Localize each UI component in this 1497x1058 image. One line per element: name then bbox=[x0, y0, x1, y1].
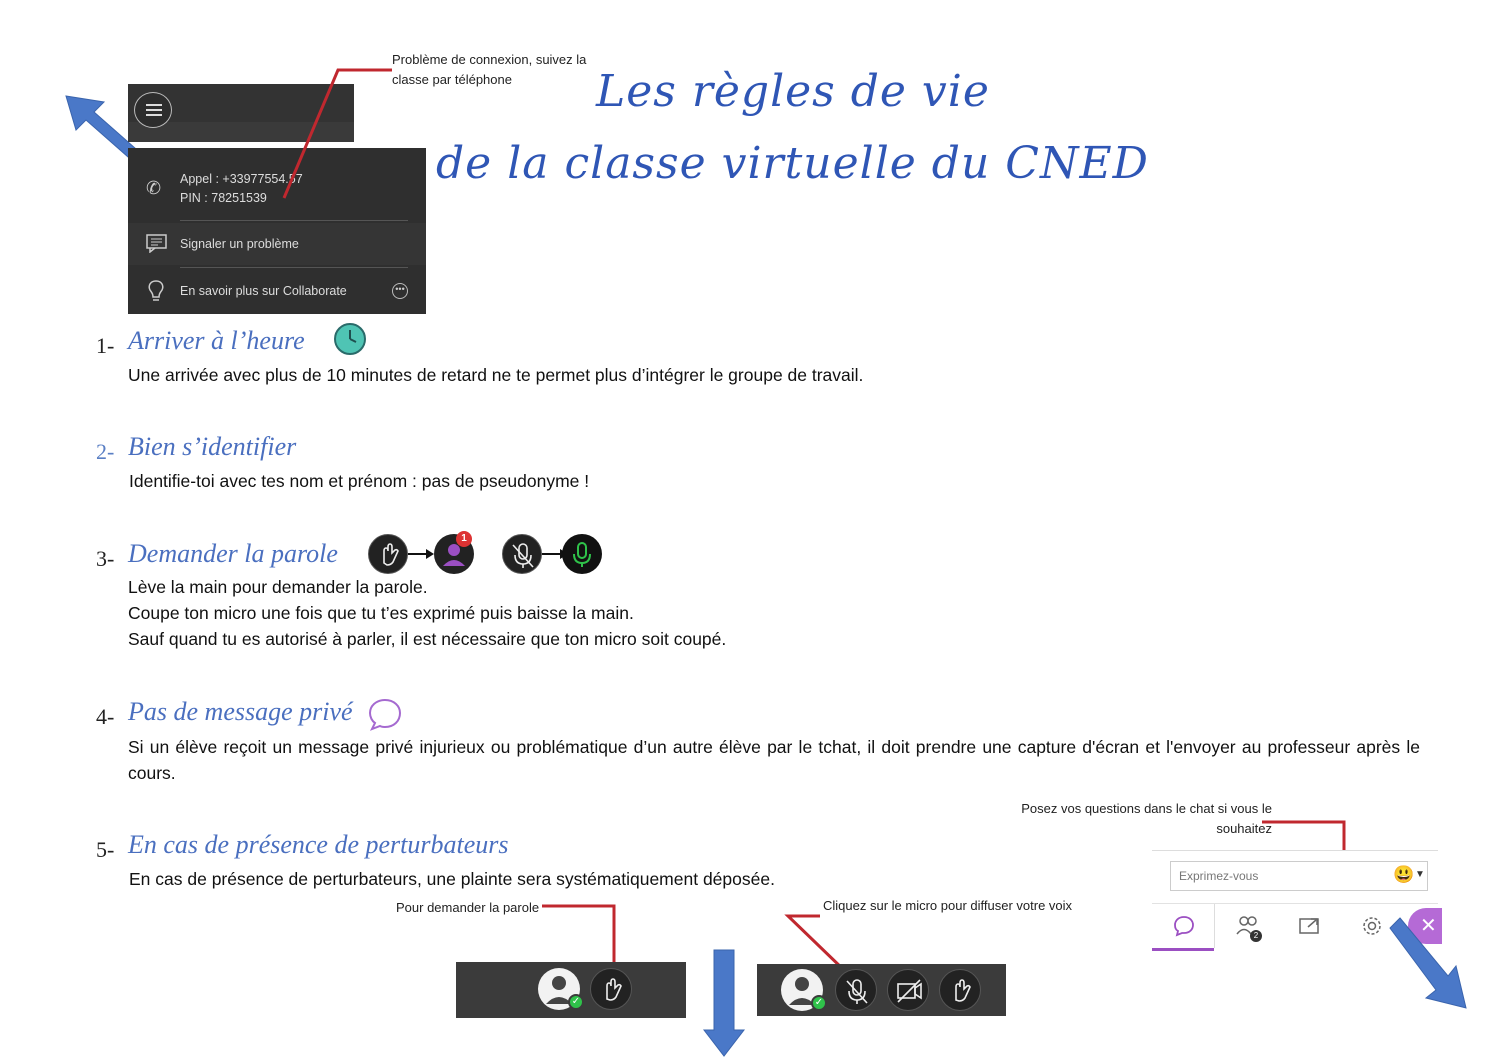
annotation-connector bbox=[270, 60, 400, 210]
camera-toggle-button[interactable] bbox=[887, 969, 929, 1011]
section-number: 2- bbox=[96, 439, 115, 464]
toolbar-left bbox=[456, 962, 686, 1018]
section-title: Arriver à l’heure bbox=[128, 326, 305, 355]
chat-placeholder: Exprimez-vous bbox=[1179, 869, 1259, 883]
speak-icons bbox=[368, 534, 608, 576]
chat-icon bbox=[1172, 914, 1196, 938]
section-title: Bien s’identifier bbox=[128, 432, 297, 461]
menu-divider bbox=[180, 267, 408, 268]
section-number: 5- bbox=[96, 837, 115, 862]
section-title: En cas de présence de perturbateurs bbox=[128, 830, 509, 859]
arrow-down-icon bbox=[702, 948, 746, 1058]
toolbar-right bbox=[757, 964, 1006, 1016]
annotation-mic: Cliquez sur le micro pour diffuser votre voix bbox=[823, 898, 1073, 913]
more-icon[interactable]: ••• bbox=[392, 283, 408, 299]
section-title: Demander la parole bbox=[128, 539, 338, 568]
menu-item-report[interactable] bbox=[128, 223, 426, 265]
raise-hand-icon bbox=[368, 534, 408, 574]
raise-hand-button[interactable] bbox=[590, 968, 632, 1010]
arrow-right-icon bbox=[408, 548, 434, 560]
section-text: Identifie-toi avec tes nom et prénom : pas de pseudonyme ! bbox=[129, 471, 590, 491]
tab-chat[interactable] bbox=[1152, 904, 1214, 951]
section-number: 3- bbox=[96, 546, 115, 571]
page-title-line1: Les règles de vie bbox=[596, 66, 990, 117]
raise-hand-button[interactable] bbox=[939, 969, 981, 1011]
section-text: Coupe ton micro une fois que tu t’es exprimé puis baisse la main. bbox=[128, 603, 634, 623]
annotation-chat: Posez vos questions dans le chat si vous le souhaitez bbox=[1021, 801, 1272, 836]
lightbulb-icon bbox=[146, 279, 166, 308]
report-label: Signaler un problème bbox=[180, 237, 299, 251]
chat-input[interactable] bbox=[1170, 861, 1428, 891]
hand-raised-icon bbox=[434, 534, 474, 574]
clock-icon bbox=[333, 322, 367, 356]
page-title-line2: de la classe virtuelle du CNED bbox=[436, 138, 1149, 189]
section-number: 1- bbox=[96, 333, 115, 358]
annotation-raise-hand: Pour demander la parole bbox=[396, 900, 540, 915]
share-icon bbox=[1298, 914, 1322, 936]
section-text: Si un élève reçoit un message privé injurieux ou problématique d’un autre élève par le tchat, il doit prendre une capture d'écran et l'envoyer au professeur après le cours. bbox=[128, 737, 1420, 783]
call-pin: PIN : 78251539 bbox=[180, 191, 267, 205]
chat-bubble-icon bbox=[366, 696, 404, 732]
mic-toggle-button[interactable] bbox=[835, 969, 877, 1011]
annotation-connector bbox=[540, 900, 620, 968]
annotation-connection: Problème de connexion, suivez la classe par téléphone bbox=[392, 52, 587, 87]
participant-count-badge: 2 bbox=[1250, 930, 1262, 942]
learn-label: En savoir plus sur Collaborate bbox=[180, 284, 347, 298]
phone-icon: ✆ bbox=[146, 178, 162, 198]
section-text: Sauf quand tu es autorisé à parler, il est nécessaire que ton micro soit coupé. bbox=[128, 629, 727, 649]
call-number: Appel : +33977554.57 bbox=[180, 172, 303, 186]
section-text: En cas de présence de perturbateurs, une plainte sera systématiquement déposée. bbox=[129, 869, 775, 889]
hamburger-icon[interactable] bbox=[134, 92, 172, 128]
mic-on-icon bbox=[562, 534, 602, 574]
emoji-icon[interactable]: 😃 bbox=[1393, 865, 1415, 884]
menu-item-learn[interactable] bbox=[128, 272, 426, 312]
hand-count-badge: 1 bbox=[456, 531, 472, 547]
check-icon: ✓ bbox=[568, 994, 584, 1010]
tab-participants[interactable] bbox=[1216, 904, 1278, 948]
tab-divider bbox=[1214, 904, 1215, 948]
mic-muted-icon bbox=[502, 534, 542, 574]
section-number: 4- bbox=[96, 704, 115, 729]
arrow-down-right-icon bbox=[1386, 914, 1476, 1014]
gear-icon bbox=[1360, 914, 1384, 938]
section-title: Pas de message privé bbox=[128, 697, 353, 726]
close-icon: ✕ bbox=[1420, 915, 1437, 937]
check-icon: ✓ bbox=[811, 995, 827, 1011]
tab-share[interactable] bbox=[1278, 904, 1340, 948]
chevron-down-icon[interactable]: ▼ bbox=[1415, 869, 1425, 880]
menu-divider bbox=[180, 220, 408, 221]
report-icon bbox=[146, 233, 168, 258]
section-text: Lève la main pour demander la parole. bbox=[128, 577, 428, 597]
section-text: Une arrivée avec plus de 10 minutes de retard ne te permet plus d’intégrer le groupe de travail. bbox=[128, 365, 864, 385]
